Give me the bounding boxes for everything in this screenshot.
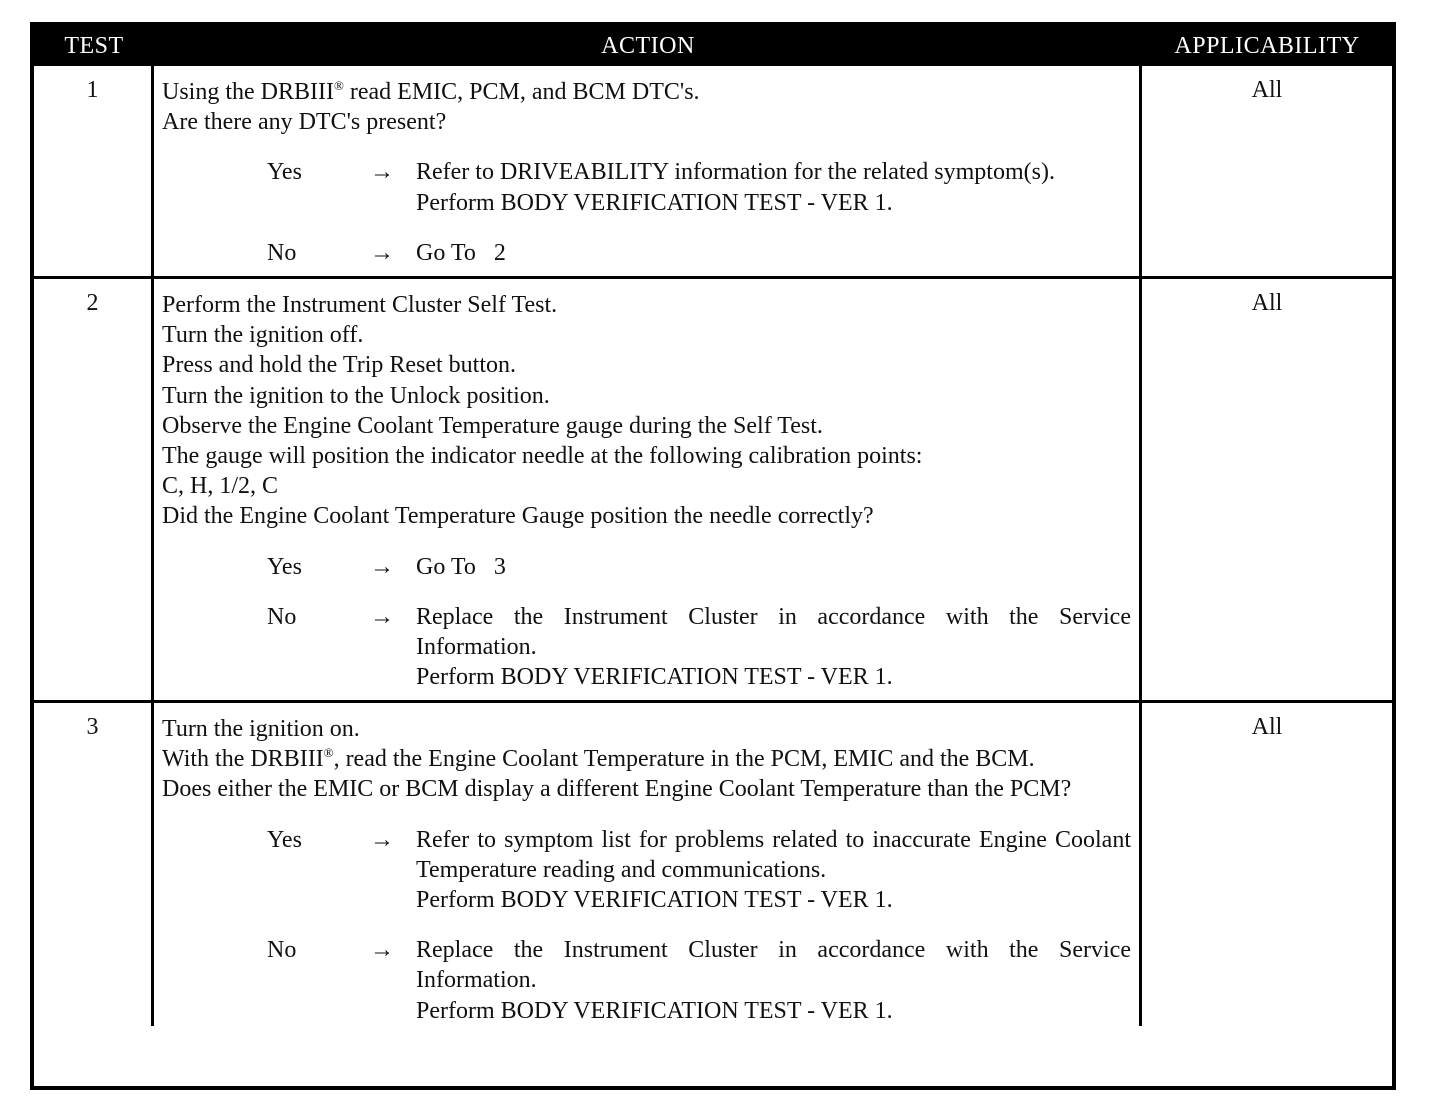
- yes-label: Yes: [267, 553, 302, 580]
- table-header: [34, 26, 1392, 66]
- test-question: [162, 290, 1131, 532]
- question-line: Does either the EMIC or BCM display a different Engine Coolant Temperature than the PCM?: [162, 776, 1072, 803]
- no-branch: [162, 602, 1131, 693]
- question-line: Turn the ignition off.: [162, 322, 364, 349]
- no-label: No: [267, 239, 297, 266]
- result-line: Perform BODY VERIFICATION TEST - VER 1.: [416, 664, 893, 691]
- result-line: Perform BODY VERIFICATION TEST - VER 1.: [416, 997, 893, 1024]
- test-row-2: [34, 276, 1392, 700]
- result-line: Perform BODY VERIFICATION TEST - VER 1.: [416, 887, 893, 914]
- test-number: 2: [34, 279, 154, 700]
- test-question: [162, 77, 1131, 137]
- yes-branch: [162, 157, 1131, 217]
- question-line: C, H, 1/2, C: [162, 473, 279, 500]
- question-line: Turn the ignition to the Unlock position.: [162, 382, 550, 409]
- question-line: The gauge will position the indicator needle at the following calibration points:: [162, 443, 923, 470]
- result-line: Go To 3: [416, 553, 506, 580]
- question-line: Press and hold the Trip Reset button.: [162, 352, 517, 379]
- test-question: [162, 714, 1131, 805]
- test-action: [154, 66, 1142, 276]
- test-applicability: All: [1251, 290, 1283, 316]
- result-line: Refer to DRIVEABILITY information for the related symptom(s).: [416, 159, 1055, 186]
- question-line: Turn the ignition on.: [162, 716, 360, 742]
- test-applicability: All: [1251, 714, 1283, 740]
- result-line: Perform BODY VERIFICATION TEST - VER 1.: [416, 189, 893, 216]
- test-number: 1: [34, 66, 154, 276]
- test-row-3: [34, 700, 1392, 1026]
- yes-label: Yes: [267, 159, 302, 186]
- header-test: TEST: [64, 32, 124, 59]
- result-line: Go To 2: [416, 239, 506, 266]
- diagnostic-test-table: [30, 22, 1396, 1090]
- yes-branch: [162, 825, 1131, 916]
- header-action: ACTION: [601, 32, 695, 59]
- yes-label: Yes: [267, 826, 302, 853]
- question-line: Did the Engine Coolant Temperature Gauge position the needle correctly?: [162, 503, 874, 530]
- result-line: Refer to symptom list for problems related to inaccurate Engine Coolant Temperature reading and communications.: [416, 826, 1131, 883]
- no-label: No: [267, 603, 297, 630]
- question-line: Are there any DTC's present?: [162, 109, 447, 136]
- no-label: No: [267, 937, 297, 964]
- yes-result: [416, 552, 1131, 582]
- no-branch: [162, 238, 1131, 268]
- right-arrow-icon: →: [370, 239, 394, 266]
- test-number: 3: [34, 703, 154, 1026]
- question-line: Using the DRBIII® read EMIC, PCM, and BCM DTC's.: [162, 78, 700, 105]
- right-arrow-icon: →: [370, 553, 394, 580]
- right-arrow-icon: →: [370, 603, 394, 630]
- test-row-1: [34, 66, 1392, 276]
- test-applicability: All: [1251, 77, 1283, 103]
- question-line: With the DRBIII®, read the Engine Coolant Temperature in the PCM, EMIC and the BCM.: [162, 745, 1035, 773]
- question-line: Observe the Engine Coolant Temperature gauge during the Self Test.: [162, 412, 823, 439]
- test-action: [154, 279, 1142, 700]
- no-result: [416, 935, 1131, 1026]
- result-line: Replace the Instrument Cluster in accordance with the Service Information.: [416, 937, 1131, 994]
- right-arrow-icon: →: [370, 937, 394, 964]
- yes-branch: [162, 552, 1131, 582]
- question-line: Perform the Instrument Cluster Self Test.: [162, 292, 558, 318]
- result-line: Replace the Instrument Cluster in accordance with the Service Information.: [416, 603, 1131, 661]
- header-applicability: APPLICABILITY: [1174, 32, 1360, 59]
- no-branch: [162, 935, 1131, 1026]
- yes-result: [416, 157, 1131, 217]
- no-result: [416, 238, 1131, 268]
- no-result: [416, 602, 1131, 693]
- right-arrow-icon: →: [370, 826, 394, 853]
- right-arrow-icon: →: [370, 159, 394, 186]
- yes-result: [416, 825, 1131, 916]
- test-action: [154, 703, 1142, 1026]
